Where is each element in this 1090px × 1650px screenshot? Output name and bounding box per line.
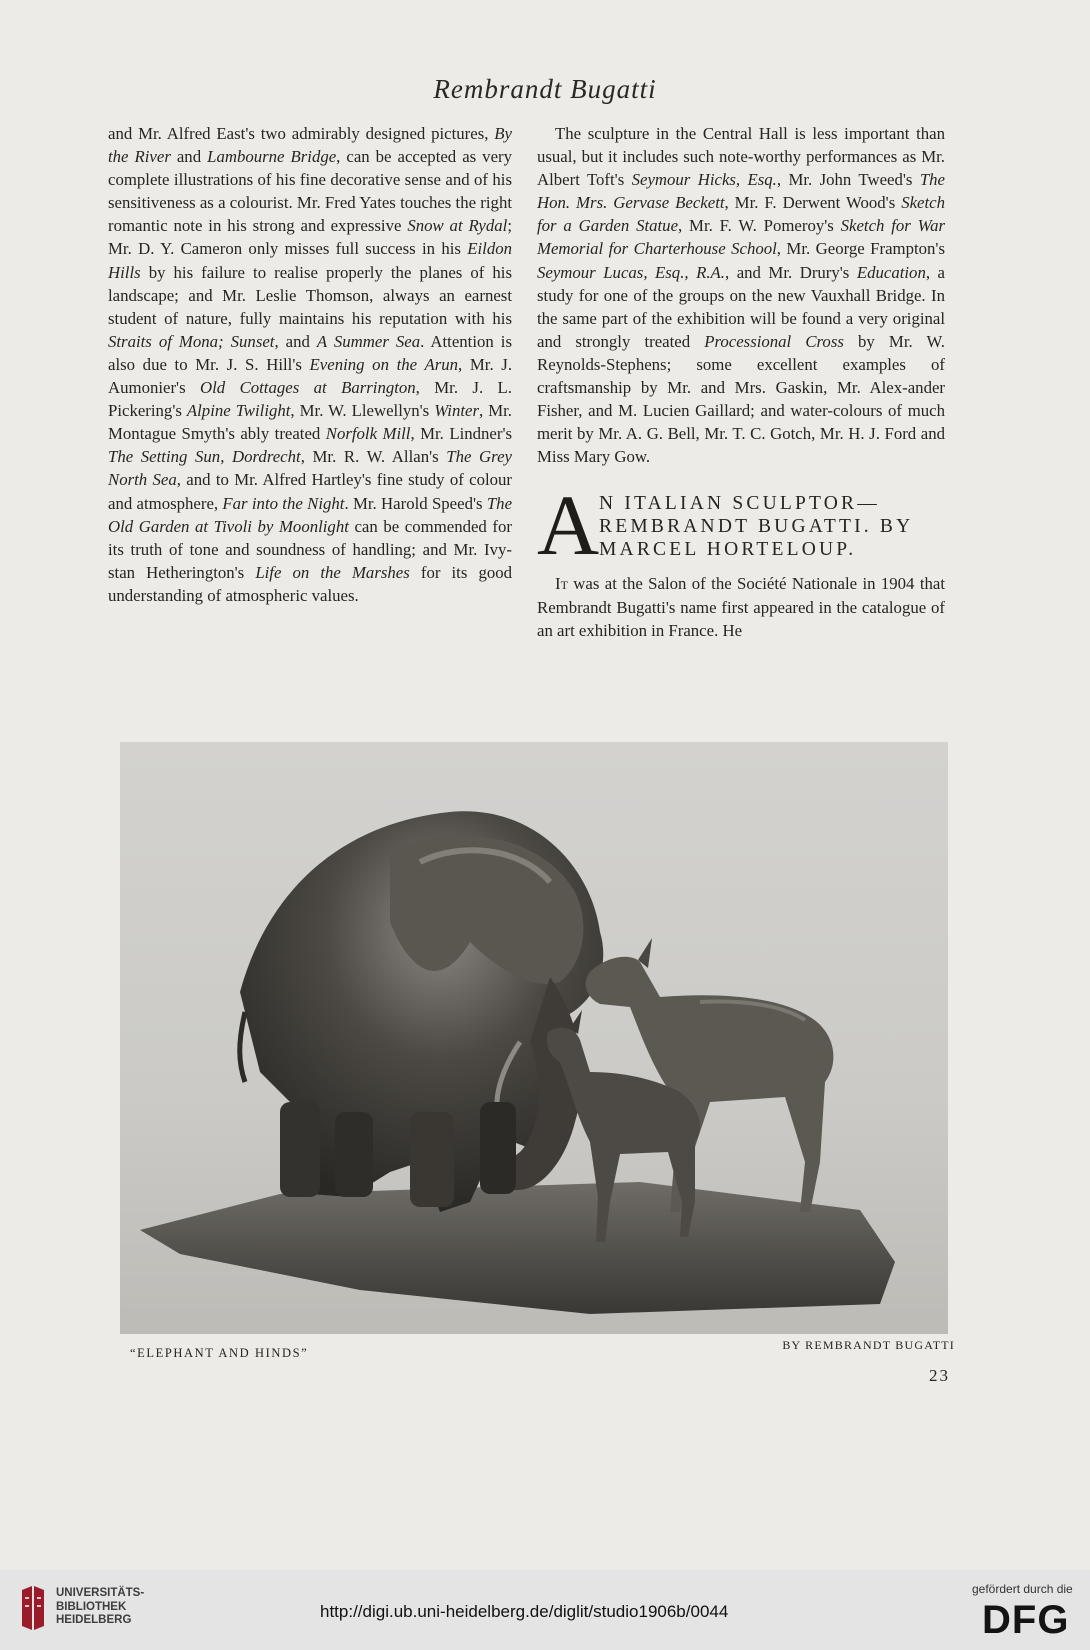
artwork-title: Old Cottages at Barrington [200, 378, 416, 398]
plate-caption-title: “ELEPHANT AND HINDS” [130, 1346, 309, 1360]
sculpture-photograph [120, 742, 948, 1334]
artwork-title: Sketch for a Garden Statue [537, 193, 945, 236]
artwork-title: Straits of Mona; Sunset [108, 331, 275, 351]
artwork-title: Education [856, 262, 926, 282]
text-run: by Mr. W. Reynolds-Stephens; some excellent examples of craftsmanship by Mr. and Mrs. Gaskin, Mr. Alex-ander Fisher, and M. Lucien Gaillard; and water-colours of much merit by Mr. A. G. Bell, Mr. T. C. Gotch, Mr. H. J. Ford and Miss Mary Gow. [537, 331, 945, 467]
page-number: 23 [929, 1366, 950, 1385]
artwork-title: Evening on the Arun [309, 354, 459, 374]
artwork-title: The Hon. Mrs. Gervase Beckett [537, 170, 945, 213]
artwork-title: Seymour Hicks, Esq. [631, 170, 777, 190]
university-seal-icon [18, 1584, 48, 1634]
opening-small-caps: It [555, 574, 568, 594]
article-opening-paragraph [537, 572, 945, 641]
text-run: . Mr. Harold Speed's [344, 493, 487, 513]
institution-line: UNIVERSITÄTS- [56, 1587, 145, 1599]
elephant-leg [280, 1102, 320, 1197]
artwork-title: Life on the Marshes [255, 562, 410, 582]
text-run: , Mr. J. Aumonier's [108, 354, 513, 398]
artwork-title: Far into the Night [222, 493, 345, 513]
text-run: , Mr. Lindner's [410, 424, 512, 444]
text-run: , Mr. W. Llewellyn's [290, 401, 435, 421]
left-column-paragraph [108, 122, 512, 607]
artwork-title: Alpine Twilight [186, 401, 291, 421]
text-run: The sculpture in the Central Hall is less important than usual, but it includes such note-worthy performances as Mr. Albert Toft's [537, 124, 945, 190]
article-heading [537, 477, 945, 574]
text-run: , Mr. J. L. Pickering's [108, 378, 512, 421]
text-run: was at the Salon of the Société Nationale in 1904 that Rembrandt Bugatti's name first appeared in the catalogue of an art exhibition in France. He [537, 574, 945, 640]
institution-name [56, 1587, 144, 1628]
text-run: ; Mr. D. Y. Cameron only misses full success in his [108, 216, 512, 259]
sculpture-base [140, 1182, 895, 1314]
text-run: . Attention is also due to Mr. J. S. Hill's [108, 331, 512, 374]
text-run: , Mr. R. W. Allan's [300, 447, 447, 467]
institution-line: BIBLIOTHEK [56, 1600, 127, 1613]
elephant-leg [480, 1102, 516, 1194]
artwork-title: The Old Garden at Tivoli by Moonlight [108, 493, 513, 536]
text-run: , Mr. John Tweed's [776, 170, 920, 190]
digitization-footer [0, 1570, 1090, 1650]
artwork-title: The Setting Sun, Dordrecht [108, 447, 301, 467]
elephant-leg [410, 1112, 454, 1207]
text-run: , Mr. Montague Smyth's ably treated [108, 401, 512, 444]
artwork-title: By the River [108, 124, 512, 167]
text-run: , and Mr. Drury's [724, 262, 857, 282]
text-run: , Mr. F. Derwent Wood's [724, 193, 902, 213]
artwork-title: Winter [434, 401, 479, 421]
right-column-paragraph [537, 122, 945, 468]
text-run: by his failure to realise properly the planes of his landscape; and Mr. Leslie Thomson, always an earnest student of nature, fully maintains his reputation with his [108, 262, 512, 328]
text-run: , and [274, 331, 317, 351]
text-run: for its good understanding of atmospheric values. [108, 562, 513, 605]
running-head: Rembrandt Bugatti [433, 74, 657, 104]
title-line: N ITALIAN SCULPTOR— [599, 493, 880, 515]
institution-line: HEIDELBERG [56, 1614, 132, 1626]
right-column [537, 122, 945, 642]
artwork-title: Snow at Rydal [407, 216, 508, 236]
text-run: , and to Mr. Alfred Hartley's fine study of colour and atmosphere, [108, 470, 513, 513]
artwork-title: Eildon Hills [108, 239, 512, 282]
artwork-title: A Summer Sea [316, 331, 421, 351]
text-run: , Mr. F. W. Pomeroy's [678, 216, 841, 236]
drop-cap: A [537, 477, 600, 574]
text-run: , a study for one of the groups on the new Vauxhall Bridge. In the same part of the exhibition will be found a very original and strongly treated [537, 262, 945, 351]
funding-label: gefördert durch die [972, 1582, 1073, 1596]
text-run: and [170, 147, 208, 167]
text-run: and Mr. Alfred East's two admirably designed pictures, [108, 124, 495, 143]
plate-caption-credit: BY REMBRANDT BUGATTI [782, 1338, 955, 1352]
text-run: , Mr. George Frampton's [776, 239, 945, 259]
elephant-leg [335, 1112, 373, 1197]
title-line: MARCEL HORTELOUP. [599, 539, 857, 561]
artwork-title: Processional Cross [704, 331, 844, 351]
artwork-title: Seymour Lucas, Esq., R.A. [537, 262, 725, 282]
dfg-logo: DFG [982, 1598, 1070, 1642]
artwork-title: The Grey North Sea [108, 447, 512, 490]
title-line: REMBRANDT BUGATTI. BY [599, 516, 914, 538]
artwork-title: Lambourne Bridge [207, 147, 337, 167]
artwork-title: Sketch for War Memorial for Charterhouse School [537, 216, 945, 259]
text-run: , can be accepted as very complete illustrations of his fine decorative sense and of his sensitiveness as a colourist. Mr. Fred Yates touches the right romantic note in his strong and expressive [108, 147, 512, 236]
article-title [599, 492, 945, 561]
artwork-title: Norfolk Mill [325, 424, 411, 444]
text-run: can be commended for its truth of tone and soundness of handling; and Mr. Ivy-stan Hetherington's [108, 516, 512, 582]
permalink-url[interactable]: http://digi.ub.uni-heidelberg.de/diglit/studio1906b/0044 [320, 1602, 729, 1621]
elephant-and-hinds-image [120, 742, 948, 1334]
elephant-tail [240, 1012, 245, 1082]
left-column [108, 122, 512, 607]
